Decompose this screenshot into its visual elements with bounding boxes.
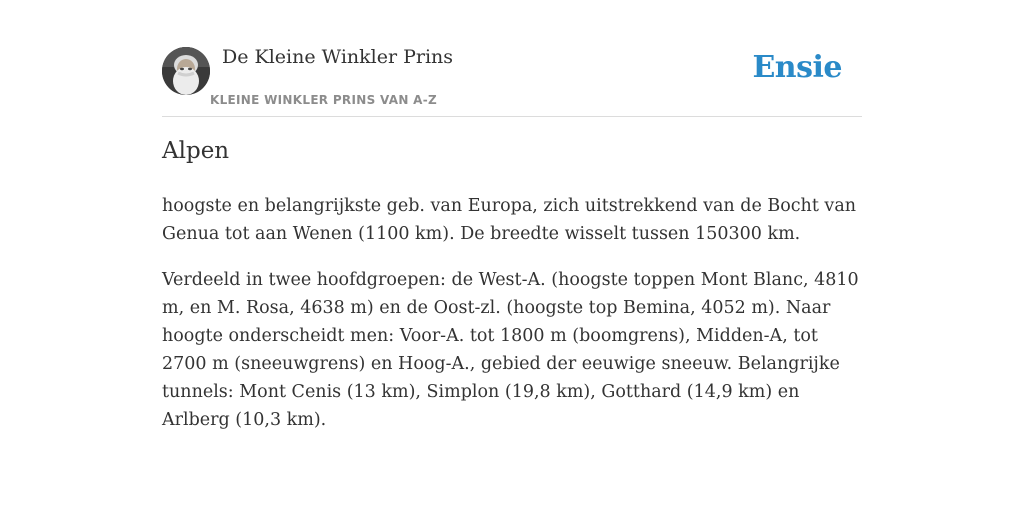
- entry-paragraph-2: Verdeeld in twee hoofdgroepen: de West-A. (hoogste toppen Mont Blanc, 4810 m, en M. Rosa, 4638 m) en de Oost-zl. (hoogste top Bemina, 4052 m). Naar hoogte onderscheidt men: Voor-A. tot 1800 m (boomgrens), Midden-A, tot 2700 m (sneeuwgrens) en Hoog-A., gebied der eeuwige sneeuw. Belangrijke tunnels: Mont Cenis (13 km), Simplon (19,8 km), Gotthard (14,9 km) en Arlberg (10,3 km).: [162, 270, 859, 430]
- brand-logo-link[interactable]: Ensie: [752, 50, 842, 85]
- author-portrait-icon: [162, 47, 210, 95]
- entry-body: [162, 192, 864, 452]
- site-header: [162, 40, 862, 117]
- author-name[interactable]: De Kleine Winkler Prins: [222, 46, 454, 68]
- entry-title: Alpen: [162, 138, 230, 164]
- book-title[interactable]: KLEINE WINKLER PRINS VAN A-Z: [210, 93, 438, 107]
- author-avatar[interactable]: [162, 47, 210, 95]
- entry-paragraph-1: hoogste en belangrijkste geb. van Europa, zich uitstrekkend van de Bocht van Genua tot aan Wenen (1100 km). De breedte wisselt tussen 150300 km.: [162, 196, 857, 244]
